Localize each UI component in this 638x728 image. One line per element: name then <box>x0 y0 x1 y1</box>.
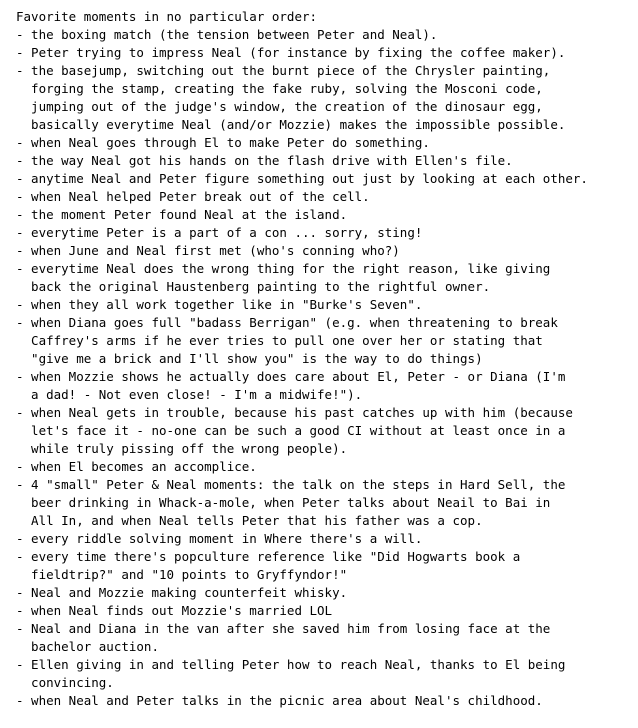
text-document <box>16 8 636 710</box>
document-line: - when Mozzie shows he actually does care about El, Peter - or Diana (I'm <box>16 369 566 384</box>
document-line: - everytime Neal does the wrong thing for the right reason, like giving <box>16 261 551 276</box>
document-line: - every time there's popculture reference like "Did Hogwarts book a <box>16 549 521 564</box>
document-line: - the moment Peter found Neal at the island. <box>16 207 348 222</box>
document-line: back the original Haustenberg painting to the rightful owner. <box>16 279 491 294</box>
document-line: - anytime Neal and Peter figure something out just by looking at each other. <box>16 171 588 186</box>
document-line: - the way Neal got his hands on the flash drive with Ellen's file. <box>16 153 513 168</box>
document-line: - everytime Peter is a part of a con ... sorry, sting! <box>16 225 423 240</box>
document-line: Caffrey's arms if he ever tries to pull one over her or stating that <box>16 333 543 348</box>
document-line: - when they all work together like in "Burke's Seven". <box>16 297 423 312</box>
document-line: beer drinking in Whack-a-mole, when Peter talks about Neail to Bai in <box>16 495 551 510</box>
document-line: while truly pissing off the wrong people). <box>16 441 348 456</box>
document-line: - when El becomes an accomplice. <box>16 459 257 474</box>
document-line: - when Diana goes full "badass Berrigan" (e.g. when threatening to break <box>16 315 558 330</box>
document-line: - 4 "small" Peter & Neal moments: the talk on the steps in Hard Sell, the <box>16 477 566 492</box>
document-line: - the basejump, switching out the burnt piece of the Chrysler painting, <box>16 63 551 78</box>
document-line: - Neal and Diana in the van after she saved him from losing face at the <box>16 621 551 636</box>
document-heading: Favorite moments in no particular order: <box>16 9 318 24</box>
document-line: - when June and Neal first met (who's conning who?) <box>16 243 400 258</box>
document-line: let's face it - no-one can be such a good CI without at least once in a <box>16 423 566 438</box>
document-line: - when Neal gets in trouble, because his past catches up with him (because <box>16 405 573 420</box>
document-line: bachelor auction. <box>16 639 159 654</box>
document-line: a dad! - Not even close! - I'm a midwife!"). <box>16 387 363 402</box>
document-line: convincing. <box>16 675 114 690</box>
document-line: - every riddle solving moment in Where there's a will. <box>16 531 423 546</box>
document-line: - Peter trying to impress Neal (for instance by fixing the coffee maker). <box>16 45 566 60</box>
document-line: "give me a brick and I'll show you" is the way to do things) <box>16 351 483 366</box>
document-line: - the boxing match (the tension between Peter and Neal). <box>16 27 438 42</box>
document-line: forging the stamp, creating the fake ruby, solving the Mosconi code, <box>16 81 543 96</box>
document-line: - when Neal goes through El to make Peter do something. <box>16 135 430 150</box>
document-line: fieldtrip?" and "10 points to Gryffyndor!" <box>16 567 348 582</box>
document-line: - when Neal and Peter talks in the picnic area about Neal's childhood. <box>16 693 543 708</box>
document-line: - when Neal helped Peter break out of the cell. <box>16 189 370 204</box>
document-line: - Neal and Mozzie making counterfeit whisky. <box>16 585 348 600</box>
document-line: - when Neal finds out Mozzie's married LOL <box>16 603 333 618</box>
document-line: jumping out of the judge's window, the creation of the dinosaur egg, <box>16 99 543 114</box>
document-line: - Ellen giving in and telling Peter how to reach Neal, thanks to El being <box>16 657 566 672</box>
document-line: basically everytime Neal (and/or Mozzie) makes the impossible possible. <box>16 117 566 132</box>
document-line: All In, and when Neal tells Peter that his father was a cop. <box>16 513 483 528</box>
